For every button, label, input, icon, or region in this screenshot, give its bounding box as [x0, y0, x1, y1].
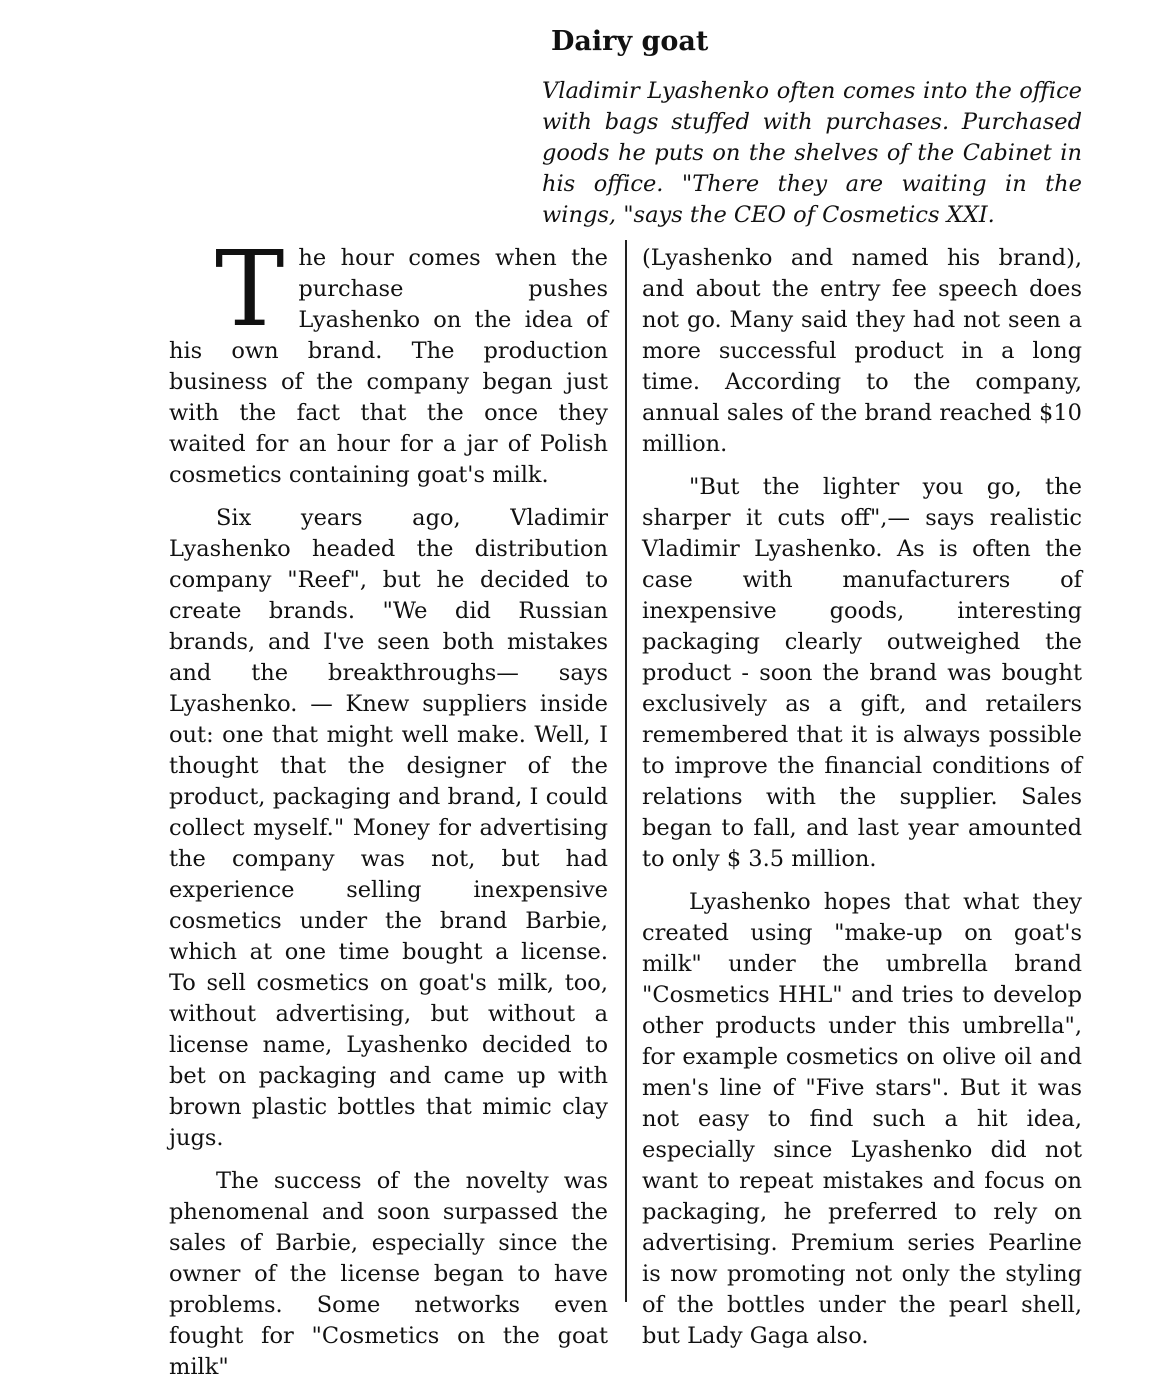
article-lead: Vladimir Lyashenko often comes into the office with bags stuffed with purchases. Purchased goods he puts on the shelves of the Cabinet in his office. "There they are waiting in the wings, "says the CEO of Cosmetics XXI. — [542, 78, 1082, 228]
right-column — [642, 243, 1082, 1364]
left-paragraph-1 — [169, 228, 608, 491]
article-title: Dairy goat — [551, 26, 709, 57]
column-divider — [625, 240, 627, 1302]
right-paragraph-2: "But the lighter you go, the sharper it cuts off",— says realistic Vladimir Lyashenko. As is often the case with manufacturers of inexpensive goods, interesting packaging clearly outweighed the product - soon the brand was bought exclusively as a gift, and retailers remembered that it is always possible to improve the financial conditions of relations with the supplier. Sales began to fall, and last year amounted to only $ 3.5 million. — [642, 474, 1082, 872]
left-paragraph-3: The success of the novelty was phenomenal and soon surpassed the sales of Barbie, especially since the owner of the license began to have problems. Some networks even fought for "Cosmetics on the goat milk" — [169, 1168, 608, 1380]
left-paragraph-2: Six years ago, Vladimir Lyashenko headed the distribution company "Reef", but he decided to create brands. "We did Russian brands, and I've seen both mistakes and the breakthroughs— says Lyashenko. — Knew suppliers inside out: one that might well make. Well, I thought that the designer of the product, packaging and brand, I could collect myself." Money for advertising the company was not, but had experience selling inexpensive cosmetics under the brand Barbie, which at one time bought a license. To sell cosmetics on goat's milk, too, without advertising, but without a license name, Lyashenko decided to bet on packaging and came up with brown plastic bottles that mimic clay jugs. — [169, 505, 608, 1151]
right-paragraph-3: Lyashenko hopes that what they created using "make-up on goat's milk" under the umbrella brand "Cosmetics HHL" and tries to develop other products under this umbrella", for example cosmetics on olive oil and men's line of "Five stars". But it was not easy to find such a hit idea, especially since Lyashenko did not want to repeat mistakes and focus on packaging, he preferred to rely on advertising. Premium series Pearline is now promoting not only the styling of the bottles under the pearl shell, but Lady Gaga also. — [642, 889, 1082, 1349]
right-paragraph-1: (Lyashenko and named his brand), and about the entry fee speech does not go. Many said they had not seen a more successful product in a long time. According to the company, annual sales of the brand reached $10 million. — [642, 245, 1082, 457]
drop-cap: T — [215, 228, 285, 350]
left-column — [169, 228, 608, 1395]
left-paragraph-1-text: he hour comes when the purchase pushes Lyashenko on the idea of his own brand. The production business of the company began just with the fact that the once they waited for an hour for a jar of Polish cosmetics containing goat's milk. — [169, 245, 608, 488]
